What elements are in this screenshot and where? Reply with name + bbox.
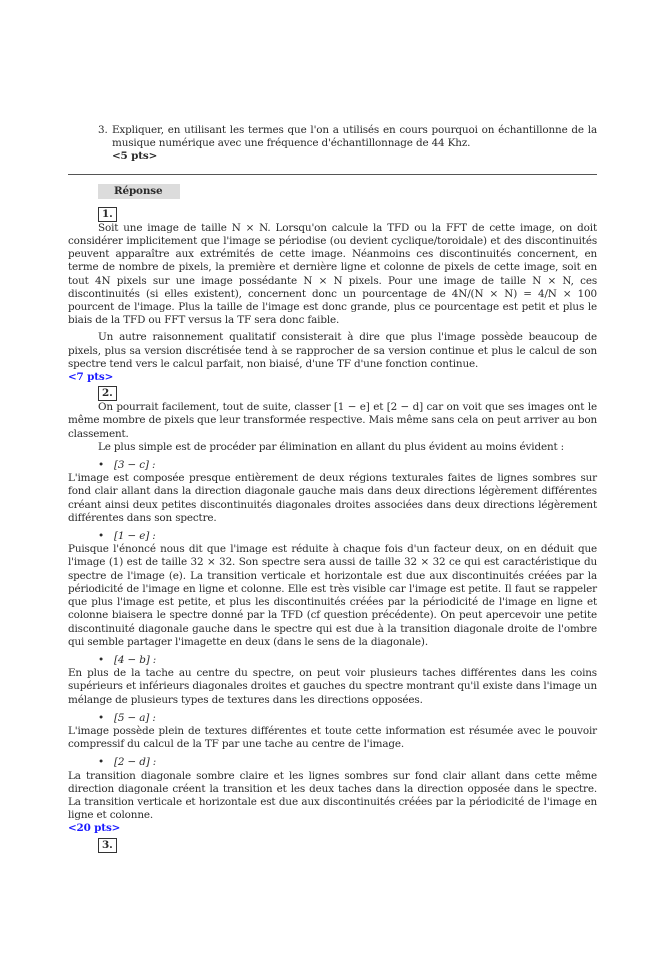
answer-2-item xyxy=(68,459,597,525)
answer-1-paragraph-2: Un autre raisonnement qualitatif consisterait à dire que plus l'image possède beaucoup de pixels, plus sa version discrétisée tend à se rapprocher de sa version continue et plus le calcul de son spectre tend vers le calcul parfait, non biaisé, d'une TF d'une fonction continue. xyxy=(68,331,597,370)
answer-1-points: <7 pts> xyxy=(68,371,114,384)
answer-number-box: 2. xyxy=(98,386,117,401)
item-text: En plus de la tache au centre du spectre, on peut voir plusieurs taches différentes dans les coins supérieurs et inférieurs diagonales droites et gauches du spectre montrant qu'il existe dans l'image un mélange de plusieurs types de textures dans les directions opposées. xyxy=(68,667,597,706)
question-3 xyxy=(98,124,597,164)
answer-2-item xyxy=(68,530,597,649)
item-text: L'image est composée presque entièrement de deux régions texturales faites de lignes sombres sur fond clair allant dans la direction diagonale gauche mais dans deux directions légèrement différentes créant ainsi deux petites discontinuités diagonales droites associées dans deux directions légèrement différentes dans son spectre. xyxy=(68,472,597,524)
answer-2 xyxy=(68,384,597,835)
item-label: [5 − a] : xyxy=(114,711,156,724)
item-label: [3 − c] : xyxy=(114,459,156,472)
item-label: [2 − d] : xyxy=(114,756,157,769)
answer-1 xyxy=(68,205,597,384)
item-text: L'image possède plein de textures différentes et toute cette information est résumée avec le pouvoir compressif du calcul de la TF par une tache au centre de l'image. xyxy=(68,724,597,751)
bullet-icon: • xyxy=(98,756,104,769)
question-number: 3. xyxy=(98,124,108,136)
answer-3 xyxy=(68,836,597,853)
answer-1-paragraph-1: Soit une image de taille N × N. Lorsqu'on calcule la TFD ou la FFT de cette image, on doit considérer implicitement que l'image se périodise (ou devient cyclique/toroidale) et des discontinuités peuvent apparaître aux extrémités de cette image. Néanmoins ces discontinuités concernent, en terme de nombre de pixels, la première et dernière ligne et colonne de pixels de cette image, soit en tout 4N pixels sur une image possédante N × N pixels. Pour une image de taille N × N, ces discontinuités (si elles existent), concernent donc un pourcentage de 4N/(N × N) = 4/N × 100 pourcent de l'image. Plus la taille de l'image est donc grande, plus ce pourcentage est petit et plus le biais de la TFD ou FFT versus la TF sera donc faible. xyxy=(68,221,597,327)
answer-2-item xyxy=(68,756,597,822)
answer-2-item xyxy=(68,712,597,752)
answer-2-item xyxy=(68,654,597,707)
item-text: La transition diagonale sombre claire et les lignes sombres sur fond clair allant dans cette même direction diagonale créent la transition et les deux taches dans la direction opposée dans le spectre. La transition verticale et horizontale est due aux discontinuités créées par la périodicité de l'image en ligne et colonne. xyxy=(68,769,597,822)
item-text: Puisque l'énoncé nous dit que l'image est réduite à chaque fois d'un facteur deux, on en déduit que l'image (1) est de taille 32 × 32. Son spectre sera aussi de taille 32 × 32 ce qui est caractéristique du spectre de l'image (e). La transition verticale et horizontale est due aux discontinuités créées par la périodicité de l'image en ligne et colonne. Elle est très visible car l'image est petite. Il faut se rappeler que plus l'image est petite, et plus les discontinuités créées par la périodicité de l'image en ligne et colonne biaisera le spectre donné par la TFD (cf question précédente). On peut apercevoir une petite discontinuité diagonale gauche dans le spectre qui est due à la transition diagonale droite de l'ombre qui semble partager l'imagette en deux (dans le sens de la diagonale). xyxy=(68,543,597,648)
answer-2-points: <20 pts> xyxy=(68,822,121,835)
item-label: [1 − e] : xyxy=(114,530,156,543)
answer-number-box: 1. xyxy=(98,207,117,222)
bullet-icon: • xyxy=(98,459,104,472)
answer-2-paragraph-2: Le plus simple est de procéder par élimination en allant du plus évident au moins évident : xyxy=(98,440,565,453)
answer-2-paragraph-1: On pourrait facilement, tout de suite, classer [1 − e] et [2 − d] car on voit que ses images ont le même mombre de pixels que leur transformée respective. Mais même sans cela on peut arriver au bon classement. xyxy=(68,401,597,440)
bullet-icon: • xyxy=(98,653,104,666)
bullet-icon: • xyxy=(98,530,104,543)
question-text: Expliquer, en utilisant les termes que l'on a utilisés en cours pourquoi on échantillonne de la musique numérique avec une fréquence d'échantillonnage de 44 Khz. xyxy=(112,124,597,150)
horizontal-rule xyxy=(68,174,597,175)
bullet-icon: • xyxy=(98,711,104,724)
question-points: <5 pts> xyxy=(112,150,158,163)
document-page xyxy=(68,124,597,853)
item-label: [4 − b] : xyxy=(114,653,157,666)
reponse-heading: Réponse xyxy=(98,184,180,199)
answer-number-box: 3. xyxy=(98,838,117,853)
